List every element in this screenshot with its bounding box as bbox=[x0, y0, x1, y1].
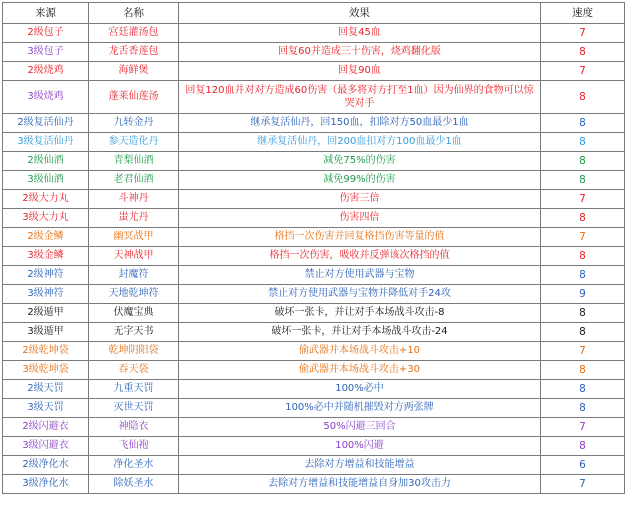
table-row bbox=[3, 114, 625, 133]
table-row bbox=[3, 171, 625, 190]
cell-source: 3级净化水 bbox=[3, 475, 89, 494]
table-row bbox=[3, 437, 625, 456]
table-row bbox=[3, 24, 625, 43]
cell-source: 3级大力丸 bbox=[3, 209, 89, 228]
cell-effect: 50%闪避三回合 bbox=[179, 418, 541, 437]
cell-name: 乾坤阴阳袋 bbox=[89, 342, 179, 361]
cell-effect: 100%必中并随机摧毁对方两张牌 bbox=[179, 399, 541, 418]
cell-source: 3级闪避衣 bbox=[3, 437, 89, 456]
table-header-row bbox=[3, 3, 625, 24]
cell-source: 3级神符 bbox=[3, 285, 89, 304]
table-row bbox=[3, 266, 625, 285]
cell-name: 老君仙酒 bbox=[89, 171, 179, 190]
cell-speed: 8 bbox=[541, 43, 625, 62]
cell-effect: 偷武器并本场战斗攻击+30 bbox=[179, 361, 541, 380]
cell-speed: 8 bbox=[541, 81, 625, 114]
cell-effect: 继承复活仙丹，回150血，扣除对方50血最少1血 bbox=[179, 114, 541, 133]
cell-speed: 7 bbox=[541, 418, 625, 437]
table-row bbox=[3, 209, 625, 228]
table-row bbox=[3, 380, 625, 399]
cell-speed: 7 bbox=[541, 62, 625, 81]
cell-effect: 继承复活仙丹，回200血扣对方100血最少1血 bbox=[179, 133, 541, 152]
cell-source: 3级天罚 bbox=[3, 399, 89, 418]
cell-speed: 8 bbox=[541, 171, 625, 190]
cell-source: 2级大力丸 bbox=[3, 190, 89, 209]
header-name: 名称 bbox=[89, 3, 179, 24]
cell-effect: 偷武器并本场战斗攻击+10 bbox=[179, 342, 541, 361]
cell-name: 伏魔宝典 bbox=[89, 304, 179, 323]
table-row bbox=[3, 285, 625, 304]
table-row bbox=[3, 361, 625, 380]
cell-speed: 8 bbox=[541, 437, 625, 456]
cell-source: 2级仙酒 bbox=[3, 152, 89, 171]
cell-name: 蚩尤丹 bbox=[89, 209, 179, 228]
table-row bbox=[3, 152, 625, 171]
cell-speed: 7 bbox=[541, 228, 625, 247]
cell-effect: 格挡一次伤害，吸收并反弹该次格挡的值 bbox=[179, 247, 541, 266]
cell-effect: 回复45血 bbox=[179, 24, 541, 43]
cell-speed: 8 bbox=[541, 399, 625, 418]
table-row bbox=[3, 418, 625, 437]
cell-name: 海鲜煲 bbox=[89, 62, 179, 81]
cell-name: 九转金丹 bbox=[89, 114, 179, 133]
cell-name: 无字天书 bbox=[89, 323, 179, 342]
cell-source: 2级天罚 bbox=[3, 380, 89, 399]
cell-source: 3级金鳞 bbox=[3, 247, 89, 266]
header-speed: 速度 bbox=[541, 3, 625, 24]
cell-name: 天地乾坤符 bbox=[89, 285, 179, 304]
cell-speed: 8 bbox=[541, 209, 625, 228]
cell-effect: 100%闪避 bbox=[179, 437, 541, 456]
cell-speed: 8 bbox=[541, 304, 625, 323]
cell-effect: 伤害三倍 bbox=[179, 190, 541, 209]
cell-name: 净化圣水 bbox=[89, 456, 179, 475]
cell-name: 吞天袋 bbox=[89, 361, 179, 380]
cell-speed: 8 bbox=[541, 266, 625, 285]
cell-speed: 8 bbox=[541, 133, 625, 152]
cell-speed: 8 bbox=[541, 380, 625, 399]
cell-source: 3级乾坤袋 bbox=[3, 361, 89, 380]
cell-name: 封魔符 bbox=[89, 266, 179, 285]
cell-effect: 100%必中 bbox=[179, 380, 541, 399]
table-row bbox=[3, 323, 625, 342]
cell-speed: 8 bbox=[541, 114, 625, 133]
cell-name: 幽冥战甲 bbox=[89, 228, 179, 247]
cell-speed: 7 bbox=[541, 190, 625, 209]
cell-effect: 去除对方增益和技能增益 bbox=[179, 456, 541, 475]
cell-effect: 去除对方增益和技能增益自身加30攻击力 bbox=[179, 475, 541, 494]
cell-source: 3级包子 bbox=[3, 43, 89, 62]
cell-source: 2级金鳞 bbox=[3, 228, 89, 247]
cell-name: 龙舌香莲包 bbox=[89, 43, 179, 62]
cell-speed: 7 bbox=[541, 342, 625, 361]
cell-effect: 减免99%的伤害 bbox=[179, 171, 541, 190]
cell-effect: 回复120血并对对方造成60伤害（最多将对方打至1血）因为仙界的食物可以惊哭对手 bbox=[179, 81, 541, 114]
cell-effect: 减免75%的伤害 bbox=[179, 152, 541, 171]
cell-effect: 回复60并造成三十伤害，烧鸡翻化版 bbox=[179, 43, 541, 62]
cell-source: 2级神符 bbox=[3, 266, 89, 285]
table-row bbox=[3, 81, 625, 114]
cell-effect: 破坏一张卡，并让对手本场战斗攻击-24 bbox=[179, 323, 541, 342]
table-row bbox=[3, 304, 625, 323]
cell-source: 3级烧鸡 bbox=[3, 81, 89, 114]
cell-effect: 破坏一张卡，并让对手本场战斗攻击-8 bbox=[179, 304, 541, 323]
cell-source: 3级仙酒 bbox=[3, 171, 89, 190]
cell-name: 神隐衣 bbox=[89, 418, 179, 437]
cell-effect: 伤害四倍 bbox=[179, 209, 541, 228]
cell-source: 2级乾坤袋 bbox=[3, 342, 89, 361]
cell-source: 2级闪避衣 bbox=[3, 418, 89, 437]
cell-name: 九重天罚 bbox=[89, 380, 179, 399]
cell-name: 天神战甲 bbox=[89, 247, 179, 266]
cell-speed: 8 bbox=[541, 361, 625, 380]
cell-name: 青梨仙酒 bbox=[89, 152, 179, 171]
cell-source: 2级净化水 bbox=[3, 456, 89, 475]
cell-effect: 禁止对方使用武器与宝物 bbox=[179, 266, 541, 285]
cell-effect: 格挡一次伤害并回复格挡伤害等量的值 bbox=[179, 228, 541, 247]
cell-effect: 回复90血 bbox=[179, 62, 541, 81]
header-effect: 效果 bbox=[179, 3, 541, 24]
cell-source: 2级复活仙丹 bbox=[3, 114, 89, 133]
cell-name: 飞仙袍 bbox=[89, 437, 179, 456]
cell-source: 2级包子 bbox=[3, 24, 89, 43]
table-body bbox=[3, 24, 625, 494]
table-row bbox=[3, 399, 625, 418]
table-row bbox=[3, 342, 625, 361]
cell-source: 2级烧鸡 bbox=[3, 62, 89, 81]
cell-name: 蓬莱仙莲汤 bbox=[89, 81, 179, 114]
cell-speed: 7 bbox=[541, 24, 625, 43]
cell-name: 灭世天罚 bbox=[89, 399, 179, 418]
header-source: 来源 bbox=[3, 3, 89, 24]
table-row bbox=[3, 228, 625, 247]
cell-speed: 9 bbox=[541, 285, 625, 304]
cell-name: 除妖圣水 bbox=[89, 475, 179, 494]
table-row bbox=[3, 43, 625, 62]
cell-source: 2级遁甲 bbox=[3, 304, 89, 323]
cell-speed: 6 bbox=[541, 456, 625, 475]
cell-speed: 8 bbox=[541, 152, 625, 171]
cell-name: 参天造化丹 bbox=[89, 133, 179, 152]
cell-name: 斗神丹 bbox=[89, 190, 179, 209]
cell-source: 3级遁甲 bbox=[3, 323, 89, 342]
table-row bbox=[3, 190, 625, 209]
cell-speed: 8 bbox=[541, 323, 625, 342]
cell-name: 宫廷灌汤包 bbox=[89, 24, 179, 43]
table-row bbox=[3, 475, 625, 494]
item-upgrade-table bbox=[2, 2, 625, 494]
table-row bbox=[3, 133, 625, 152]
cell-effect: 禁止对方使用武器与宝物并降低对手24攻 bbox=[179, 285, 541, 304]
table-row bbox=[3, 456, 625, 475]
cell-speed: 8 bbox=[541, 247, 625, 266]
table-row bbox=[3, 247, 625, 266]
cell-source: 3级复活仙丹 bbox=[3, 133, 89, 152]
table-row bbox=[3, 62, 625, 81]
cell-speed: 7 bbox=[541, 475, 625, 494]
